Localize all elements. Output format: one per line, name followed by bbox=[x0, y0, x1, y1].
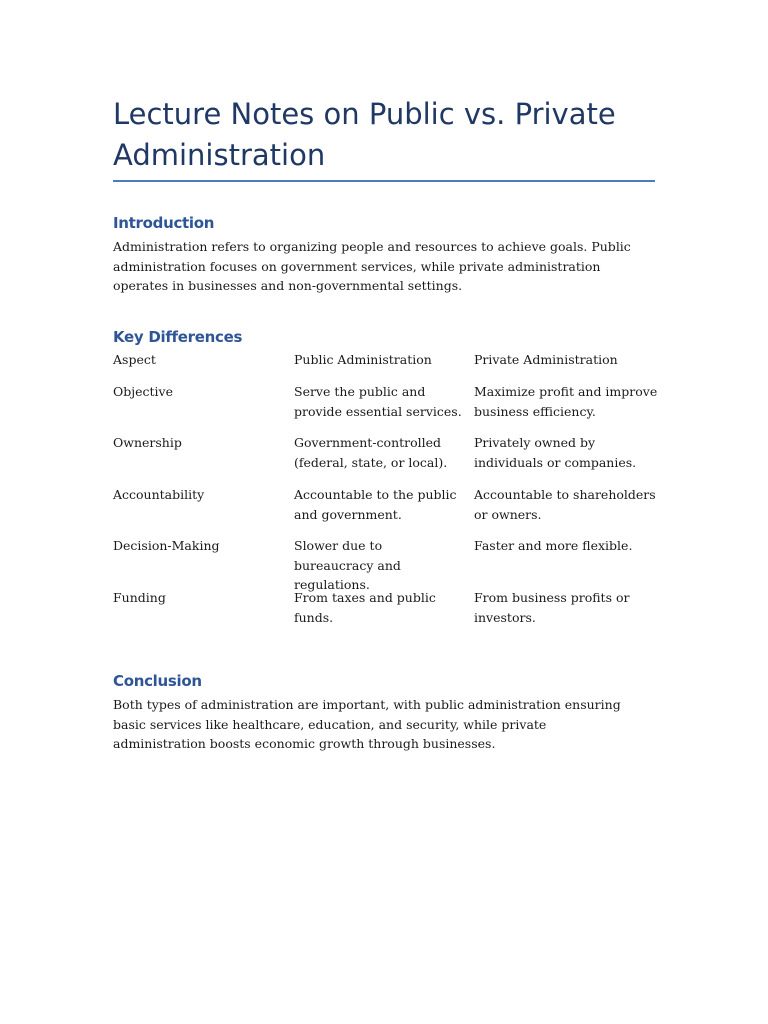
row-aspect-cell: Objective bbox=[113, 384, 174, 399]
row-public-cell: From taxes and public funds. bbox=[294, 590, 436, 625]
page-title: Lecture Notes on Public vs. Private Administration bbox=[113, 97, 616, 172]
conclusion-paragraph: Both types of administration are important, with public administration ensuring basic services like healthcare, education, and security, while private administration boosts economic growth through businesses. bbox=[113, 697, 621, 751]
title-divider bbox=[113, 180, 655, 182]
row-aspect-cell: Decision-Making bbox=[113, 538, 220, 553]
introduction-paragraph: Administration refers to organizing people and resources to achieve goals. Public administration focuses on government services, while private administration operates in businesses and non-governmental settings. bbox=[113, 239, 631, 293]
conclusion-heading: Conclusion bbox=[113, 672, 202, 690]
key-differences-heading: Key Differences bbox=[113, 328, 243, 346]
row-public-cell: Accountable to the public and government. bbox=[294, 487, 457, 522]
row-public-cell: Slower due to bureaucracy and regulations. bbox=[294, 538, 401, 592]
row-aspect-cell: Funding bbox=[113, 590, 166, 605]
column-header-private: Private Administration bbox=[474, 352, 618, 367]
row-private-cell: Maximize profit and improve business efficiency. bbox=[474, 384, 658, 419]
row-public-cell: Serve the public and provide essential services. bbox=[294, 384, 462, 419]
introduction-heading: Introduction bbox=[113, 214, 215, 232]
row-aspect-cell: Accountability bbox=[113, 487, 205, 502]
row-private-cell: Faster and more flexible. bbox=[474, 538, 633, 553]
row-private-cell: Accountable to shareholders or owners. bbox=[474, 487, 656, 522]
row-public-cell: Government-controlled (federal, state, or local). bbox=[294, 435, 448, 470]
column-header-aspect: Aspect bbox=[113, 352, 156, 367]
row-aspect-cell: Ownership bbox=[113, 435, 182, 450]
row-private-cell: Privately owned by individuals or companies. bbox=[474, 435, 637, 470]
column-header-public: Public Administration bbox=[294, 352, 432, 367]
row-private-cell: From business profits or investors. bbox=[474, 590, 630, 625]
